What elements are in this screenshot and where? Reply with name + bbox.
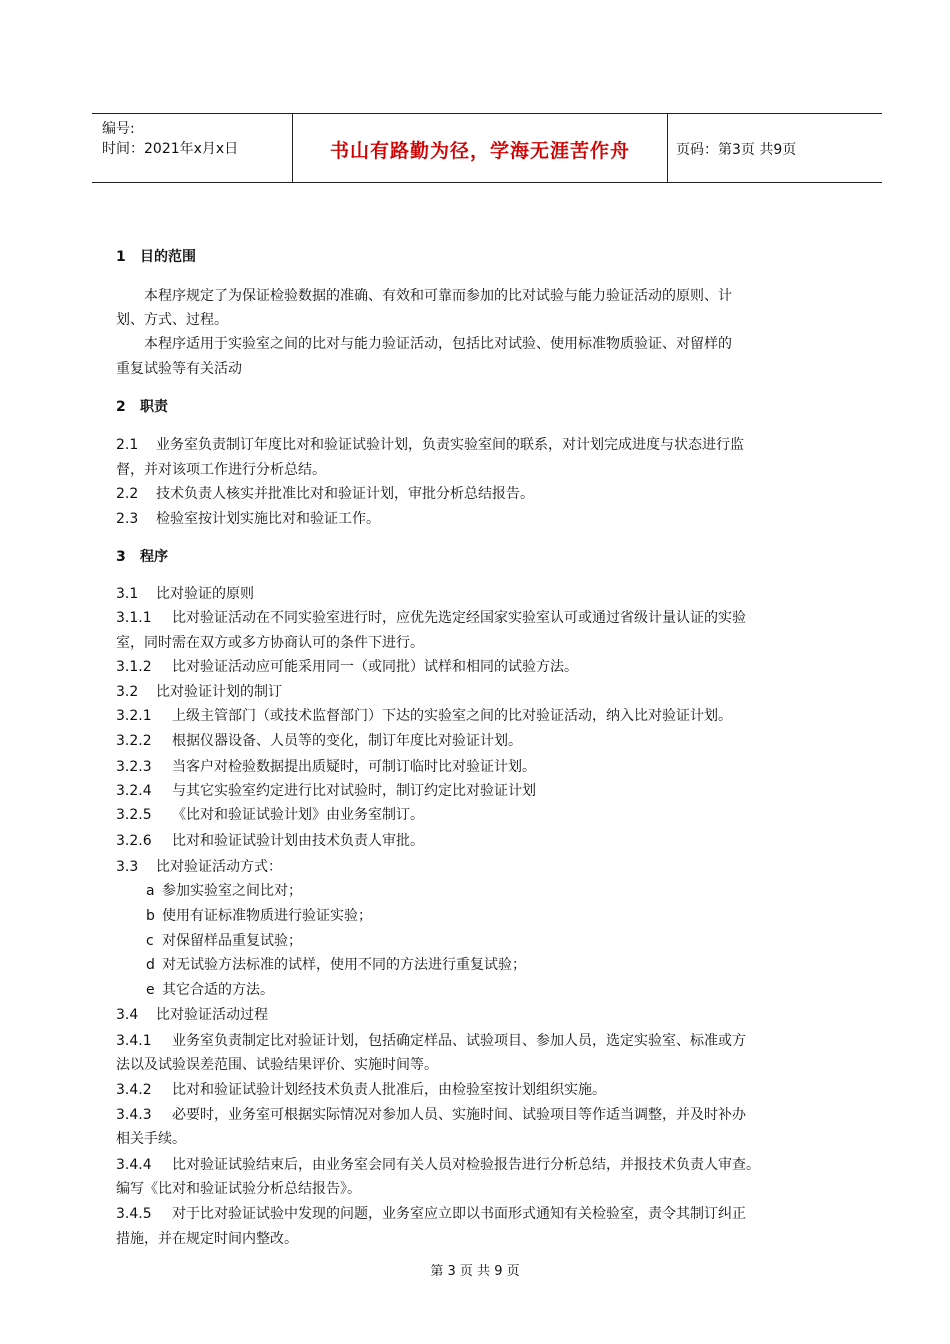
line-text: 对于比对验证试验中发现的问题，业务室应立即以书面形式通知有关检验室，责令其制订纠正 xyxy=(172,1206,746,1222)
body-line xyxy=(116,782,536,800)
body-line xyxy=(116,360,242,378)
line-text: 上级主管部门（或技术监督部门）下达的实验室之间的比对验证活动，纳入比对验证计划。 xyxy=(172,708,732,724)
line-text: 比对验证活动过程 xyxy=(156,1007,268,1023)
line-number: c xyxy=(146,933,154,949)
page-footer: 第 3 页 共 9 页 xyxy=(430,1264,520,1279)
line-number: 3.1.2 xyxy=(116,659,152,675)
section-heading xyxy=(116,398,168,416)
body-line xyxy=(116,1081,606,1099)
header-page-cell xyxy=(667,114,882,182)
line-number: 3.4.1 xyxy=(116,1033,152,1049)
line-number: e xyxy=(146,982,155,998)
body-line xyxy=(116,585,254,603)
line-number: 3.4.5 xyxy=(116,1206,152,1222)
line-text: 当客户对检验数据提出质疑时，可制订临时比对验证计划。 xyxy=(172,759,536,775)
line-text: 业务室负责制定比对验证计划，包括确定样品、试验项目、参加人员，选定实验室、标准或方 xyxy=(172,1033,746,1049)
sub-list-item xyxy=(146,932,302,950)
line-number: 1 xyxy=(116,249,126,265)
line-text: 与其它实验室约定进行比对试验时，制订约定比对验证计划 xyxy=(172,783,536,799)
line-text: 比对验证活动方式： xyxy=(156,859,282,875)
line-text: 职责 xyxy=(140,399,168,415)
line-number: 3.1 xyxy=(116,586,139,602)
line-text: 程序 xyxy=(140,549,168,565)
body-line xyxy=(116,1106,746,1124)
line-number: 3.2.6 xyxy=(116,833,152,849)
line-number: 3.2.3 xyxy=(116,759,152,775)
line-number: 3.2.4 xyxy=(116,783,152,799)
sub-list-item xyxy=(146,882,302,900)
line-number: 3.4.3 xyxy=(116,1107,152,1123)
line-text: 检验室按计划实施比对和验证工作。 xyxy=(156,511,380,527)
sub-list-item xyxy=(146,956,526,974)
document-header xyxy=(92,113,882,183)
line-number: 3.2.1 xyxy=(116,708,152,724)
header-motto-cell xyxy=(292,114,668,182)
line-number: 3.2 xyxy=(116,684,139,700)
line-text: 对保留样品重复试验； xyxy=(162,933,302,949)
body-line xyxy=(116,1230,298,1248)
line-number: 3 xyxy=(116,549,126,565)
body-line xyxy=(144,335,732,353)
body-line xyxy=(116,485,534,503)
body-line xyxy=(116,1006,268,1024)
line-number: 3.3 xyxy=(116,859,139,875)
sub-list-item xyxy=(146,907,372,925)
motto: 书山有路勤为径，学海无涯苦作舟 xyxy=(329,140,630,162)
line-number: 2.1 xyxy=(116,437,139,453)
line-number: a xyxy=(146,883,155,899)
body-line xyxy=(116,1205,746,1223)
header-meta-cell xyxy=(92,114,292,182)
body-line xyxy=(116,858,282,876)
body-line xyxy=(116,436,744,454)
body-line xyxy=(116,1056,438,1074)
line-number: b xyxy=(146,908,155,924)
line-number: 3.2.2 xyxy=(116,733,152,749)
body-line xyxy=(116,1130,186,1148)
body-line xyxy=(116,832,424,850)
line-number: 2 xyxy=(116,399,126,415)
line-text: 参加实验室之间比对； xyxy=(162,883,302,899)
sub-list-item xyxy=(146,981,274,999)
line-text: 目的范围 xyxy=(140,249,196,265)
body-line xyxy=(144,287,732,305)
line-text: 本程序适用于实验室之间的比对与能力验证活动，包括比对试验、使用标准物质验证、对留样的 xyxy=(144,336,732,352)
line-text: 重复试验等有关活动 xyxy=(116,361,242,377)
line-text: 比对验证计划的制订 xyxy=(156,684,282,700)
line-number: 3.1.1 xyxy=(116,610,152,626)
line-text: 编写《比对和验证试验分析总结报告》。 xyxy=(116,1181,361,1197)
line-number: 2.2 xyxy=(116,486,139,502)
line-text: 室，同时需在双方或多方协商认可的条件下进行。 xyxy=(116,635,424,651)
body-line xyxy=(116,634,424,652)
body-line xyxy=(116,1032,746,1050)
body-line xyxy=(116,609,746,627)
body-line xyxy=(116,510,380,528)
body-line xyxy=(116,1180,361,1198)
line-text: 比对和验证试验计划经技术负责人批准后，由检验室按计划组织实施。 xyxy=(172,1082,606,1098)
line-text: 比对验证活动应可能采用同一（或同批）试样和相同的试验方法。 xyxy=(172,659,578,675)
line-text: 技术负责人核实并批准比对和验证计划，审批分析总结报告。 xyxy=(156,486,534,502)
line-text: 相关手续。 xyxy=(116,1131,186,1147)
line-text: 必要时，业务室可根据实际情况对参加人员、实施时间、试验项目等作适当调整，并及时补办 xyxy=(172,1107,746,1123)
body-line xyxy=(116,1156,760,1174)
line-text: 业务室负责制订年度比对和验证试验计划，负责实验室间的联系，对计划完成进度与状态进行监 xyxy=(156,437,744,453)
line-text: 划、方式、过程。 xyxy=(116,312,228,328)
line-text: 比对验证活动在不同实验室进行时，应优先选定经国家实验室认可或通过省级计量认证的实验 xyxy=(172,610,746,626)
body-line xyxy=(116,758,536,776)
number-label: 编号: xyxy=(102,121,135,137)
line-text: 《比对和验证试验计划》由业务室制订。 xyxy=(172,807,424,823)
section-heading xyxy=(116,548,168,566)
line-text: 根据仪器设备、人员等的变化，制订年度比对验证计划。 xyxy=(172,733,522,749)
page-info: 页码：第3页 共9页 xyxy=(676,142,797,158)
body-line xyxy=(116,683,282,701)
time-label: 时间：2021年x月x日 xyxy=(102,141,239,157)
line-number: d xyxy=(146,957,155,973)
line-text: 使用有证标准物质进行验证实验； xyxy=(162,908,372,924)
line-text: 本程序规定了为保证检验数据的准确、有效和可靠而参加的比对试验与能力验证活动的原则、计 xyxy=(144,288,732,304)
line-number: 3.4.2 xyxy=(116,1082,152,1098)
line-text: 比对验证的原则 xyxy=(156,586,254,602)
line-text: 督，并对该项工作进行分析总结。 xyxy=(116,462,326,478)
line-text: 比对验证试验结束后，由业务室会同有关人员对检验报告进行分析总结，并报技术负责人审查。 xyxy=(172,1157,760,1173)
body-line xyxy=(116,461,326,479)
line-number: 3.4.4 xyxy=(116,1157,152,1173)
body-line xyxy=(116,806,424,824)
line-text: 对无试验方法标准的试样，使用不同的方法进行重复试验； xyxy=(162,957,526,973)
section-heading xyxy=(116,248,196,266)
line-text: 比对和验证试验计划由技术负责人审批。 xyxy=(172,833,424,849)
line-number: 2.3 xyxy=(116,511,139,527)
body-line xyxy=(116,311,228,329)
body-line xyxy=(116,658,578,676)
line-number: 3.4 xyxy=(116,1007,139,1023)
body-line xyxy=(116,732,522,750)
line-text: 其它合适的方法。 xyxy=(162,982,274,998)
body-line xyxy=(116,707,732,725)
line-text: 措施，并在规定时间内整改。 xyxy=(116,1231,298,1247)
line-text: 法以及试验误差范围、试验结果评价、实施时间等。 xyxy=(116,1057,438,1073)
line-number: 3.2.5 xyxy=(116,807,152,823)
